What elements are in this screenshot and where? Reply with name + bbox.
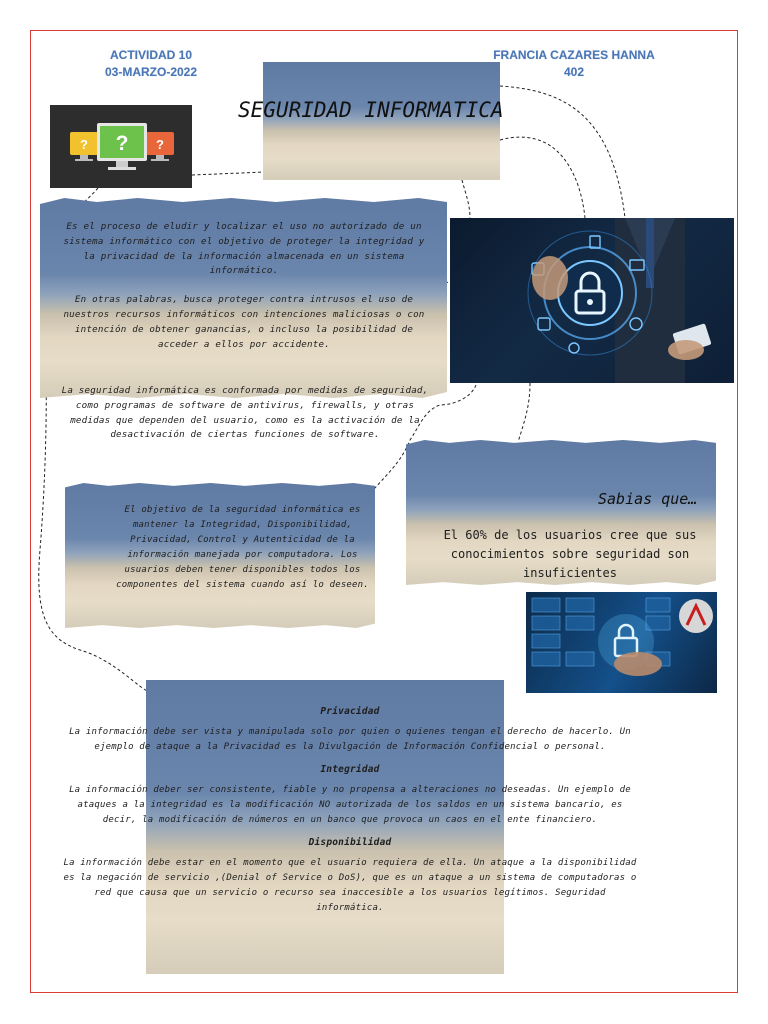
activity-date: 03-MARZO-2022 [104,65,198,79]
definition-text [58,220,430,366]
cybersecurity-lock-image [450,218,734,383]
definition-paragraph-3: La seguridad informática es conformada por medidas de seguridad, como programas de software de antivirus, firewalls, y otras medidas que dependen del usuario, como es la activación de la desactivación de ciertas funciones de software. [61,385,429,441]
sabias-title: Sabias que… [598,490,698,508]
objective-text: El objetivo de la seguridad informática es mantener la Integridad, Disponibilidad, Privacidad, Control y Autenticidad de la información manejada por computadora. Los usuarios deben tener disponibles todos los componentes del sistema cuando así lo deseen. [116,505,369,590]
question-mark-left: ? [80,137,88,152]
author-name: FRANCIA CAZARES HANNA [493,48,655,62]
activity-number: ACTIVIDAD 10 [109,48,192,62]
privacidad-text: La información debe ser vista y manipulada solo por quien o quienes tengan el derecho de hacerlo. Un ejemplo de ataque a la Privacidad es la Divulgación de Información Confidencial o personal. [69,727,631,752]
activity-header [96,47,206,81]
question-mark-right: ? [156,137,164,152]
question-mark-center: ? [115,132,129,155]
integridad-title: Integridad [320,764,380,775]
pillars-text [60,704,640,916]
disponibilidad-title: Disponibilidad [308,837,392,848]
definition-paragraph-1: Es el proceso de eludir y localizar el uso no autorizado de un sistema informático con el objetivo de proteger la integridad y la privacidad de la información almacenada en un sistema informático. [63,221,425,277]
definition-paragraph-3-wrap [55,384,435,443]
server-lock-image [526,592,717,693]
definition-paragraph-2: En otras palabras, busca proteger contra intrusos el uso de nuestros recursos informáticos con intenciones maliciosas o con intención de obtener ganancias, o incluso la posibilidad de acceder a ellos por accidente. [63,294,425,350]
sabias-text: El 60% de los usuarios cree que sus conocimientos sobre seguridad son insuficientes [443,528,697,580]
author-header [480,47,668,81]
page-title: SEGURIDAD INFORMATICA [238,98,504,122]
privacidad-title: Privacidad [320,706,380,717]
integridad-text: La información deber ser consistente, fiable y no propensa a alteraciones no deseadas. Un ejemplo de ataques a la integridad es la modificación NO autorizada de los saldos en un sistema bancario, es decir, la modificación de números en un banco que provoca un caos en el ente financiero. [69,785,631,825]
question-monitors-image [50,105,192,188]
group-number: 402 [563,65,585,79]
disponibilidad-text: La información debe estar en el momento que el usuario requiera de ella. Un ataque a la disponibilidad es la negación de servicio ,(Denial of Service o DoS), que es un ataque a un sistema de computadoras o red que causa que un servicio o recurso sea inaccesible a los usuarios legítimos. Seguridad informática. [63,858,637,913]
